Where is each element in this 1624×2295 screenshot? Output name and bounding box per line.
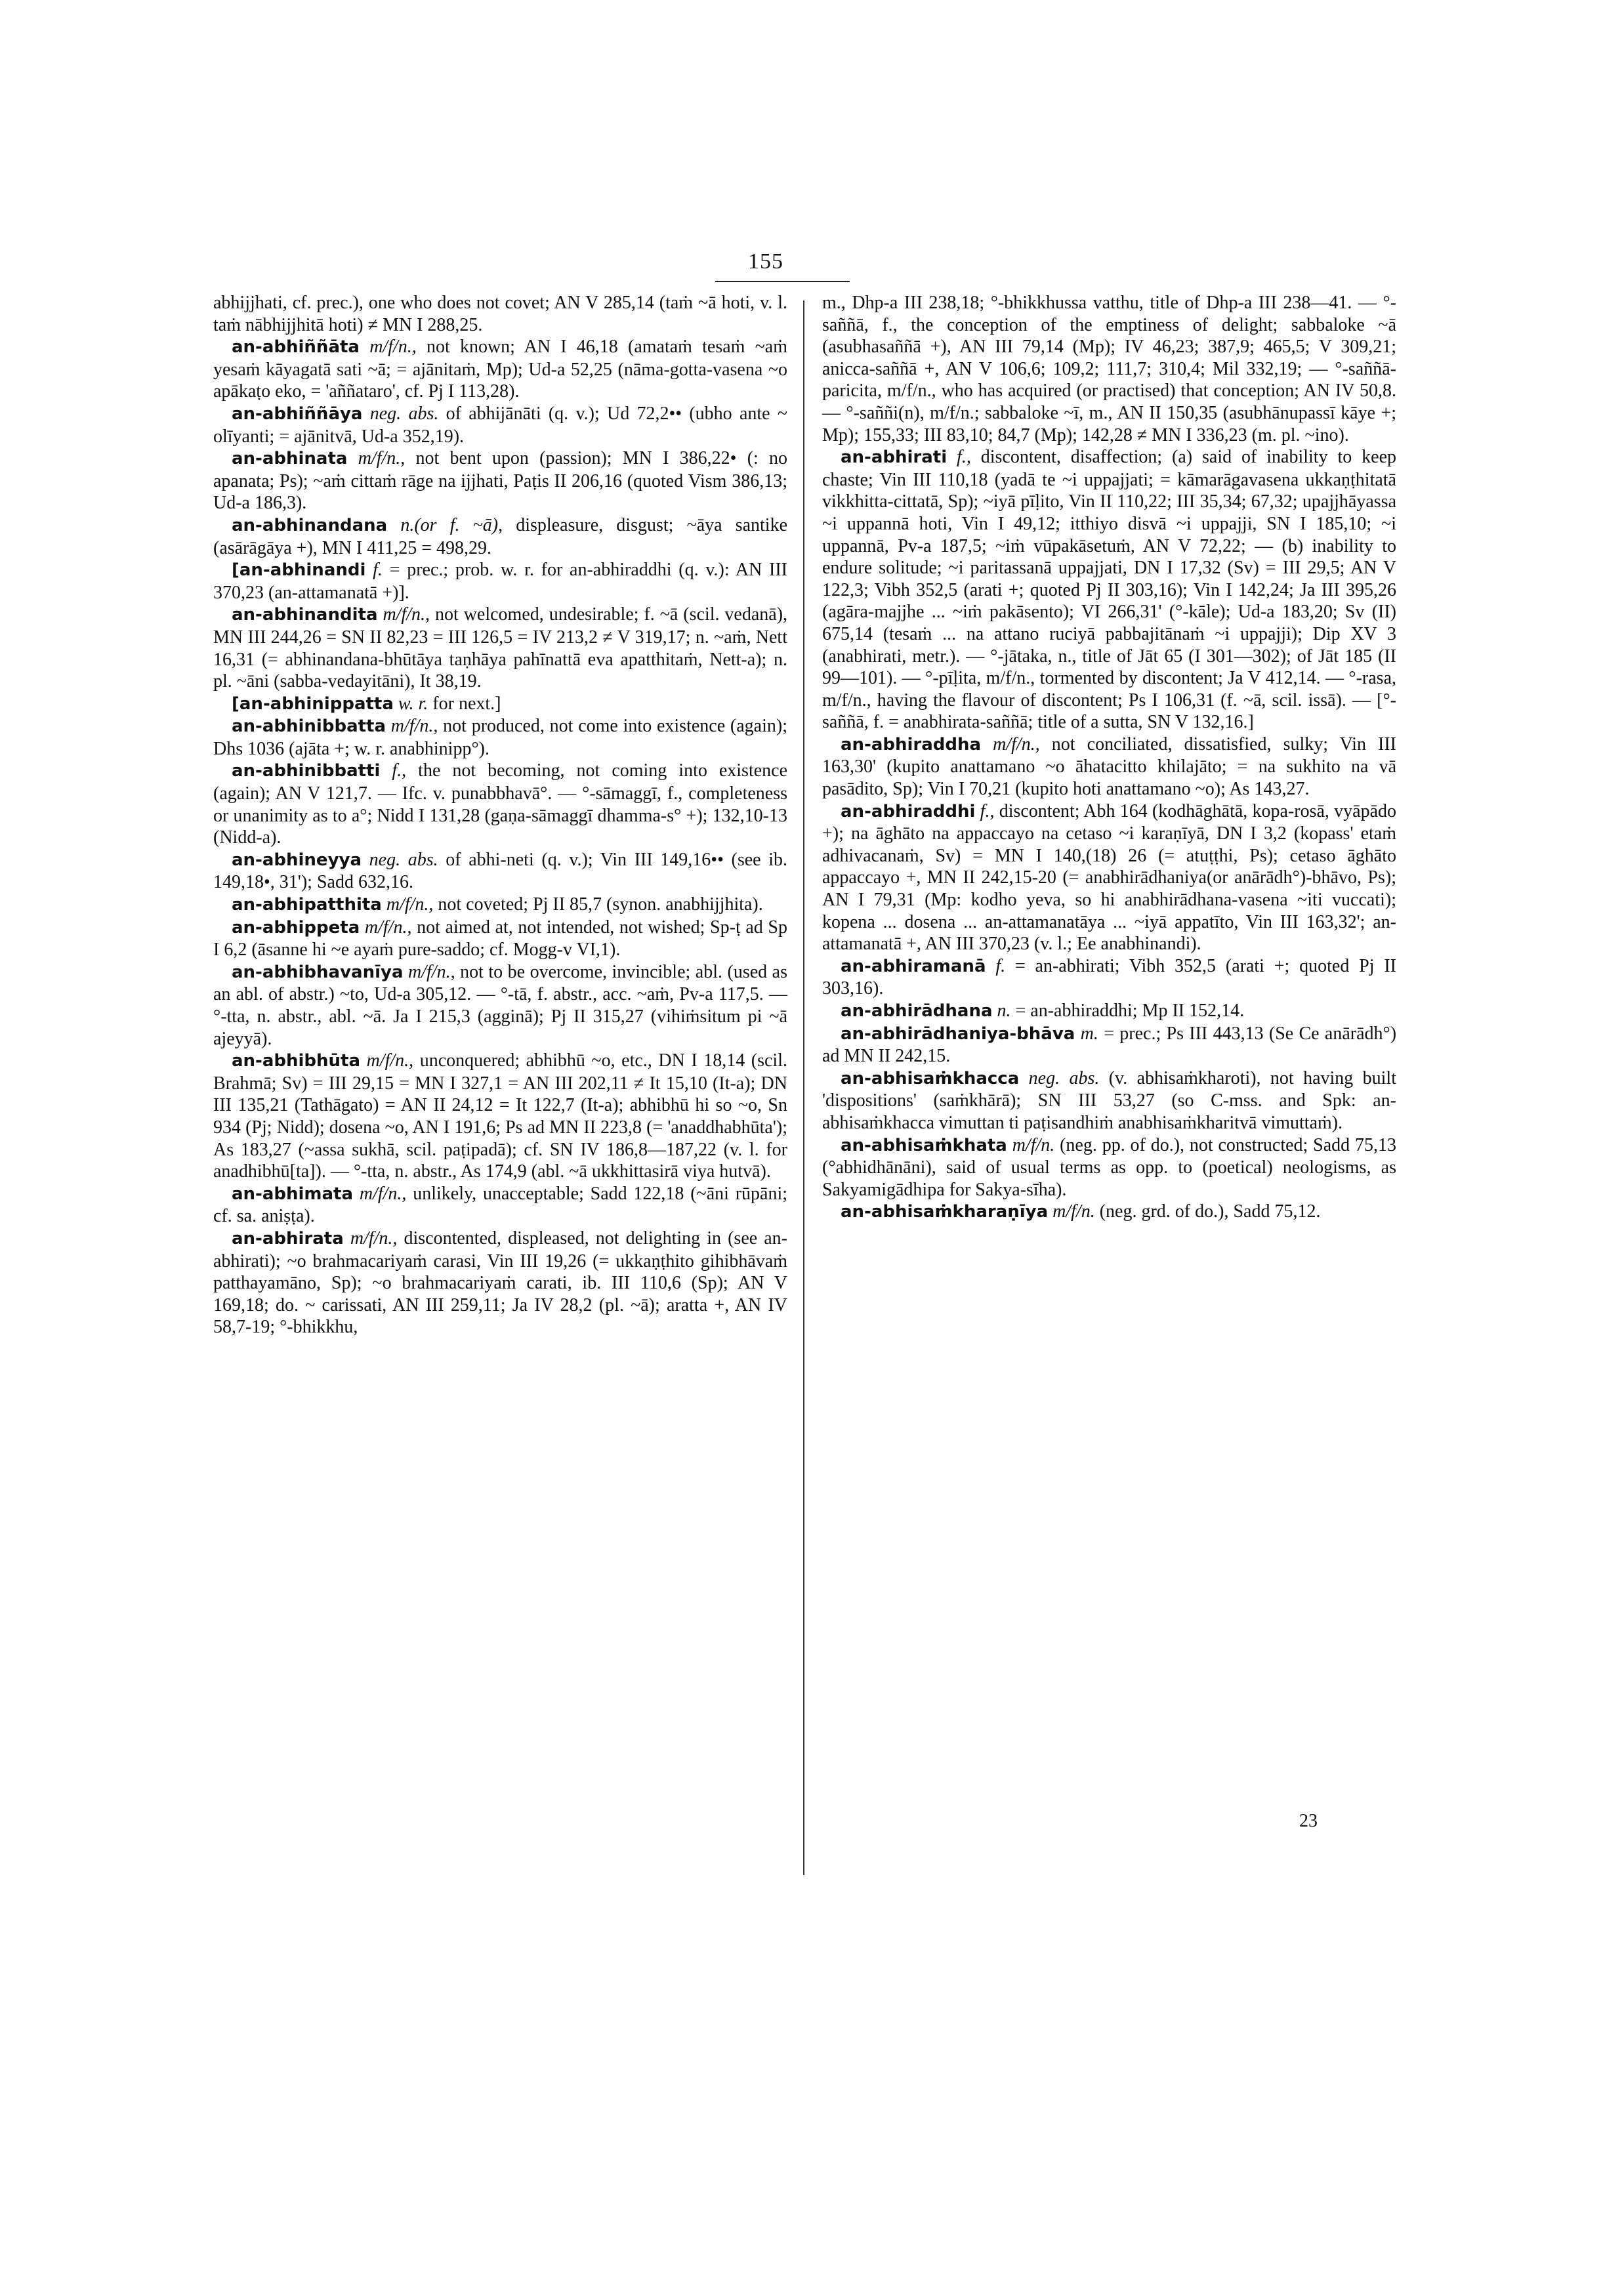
entry-headword: an-abhisaṁkhacca (841, 1068, 1020, 1088)
entry-text: unlikely, unacceptable; Sadd 122,18 (~āni rūpāni; cf. sa. aniṣṭa). (213, 1183, 788, 1227)
entry-text: (neg. grd. of do.), Sadd 75,12. (1099, 1201, 1321, 1222)
entry-text: of abhi-neti (q. v.); Vin III 149,16•• (see ib. 149,18•, 31'); Sadd 632,16. (213, 849, 788, 893)
entry-text: for next.] (432, 693, 501, 714)
entry-grammar: m/f/n., (383, 604, 430, 625)
entry-grammar: n.(or f. ~ā), (400, 514, 503, 535)
entry-grammar: w. r. (398, 693, 428, 714)
entry-headword: an-abhineyya (232, 850, 362, 870)
entry-text: discontent, disaffection; (a) said of inability to keep chaste; Vin III 110,18 (yadā te ~i uppajjati; = kāmarāgavasena ukkaṇṭhitatā vikkhitta-cittatā, Sp); ~iyā pīḷito, Vin II 110,22; III 35,34; 67,32; upajjhāyassa ~i uppannā hoti, Vin I 49,12; itthiyo disvā ~i uppajji, SN I 185,10; ~i uppannā, Pv-a 187,5; ~iṁ vūpakāsetuṁ, AN V 72,22; — (b) inability to endure solitude; ~i paritassanā uppajjati, DN I 17,32 (Sv) = III 29,5; AN V 122,3; Vibh 352,5 (arati +; quoted Pj II 303,16); Vin I 142,24; Ja III 395,26 (agāra-majjhe ... ~iṁ pakāsento); VI 266,31' (°-kāle); Ud-a 183,20; Sv (II) 675,14 (tesaṁ ... na attano ruciyā pabbajitānaṁ ~i uppajji); Dip XV 3 (anabhirati, metr.). — °-jātaka, n., title of Jāt 65 (I 301—302); of Jāt 185 (II 99—101). — °-pīḷita, m/f/n., tormented by discontent; Ja V 412,14. — °-rasa, m/f/n., having the flavour of discontent; Ps I 106,31 (f. ~ā, scil. issā). — [°-saññā, f. = anabhirata-saññā; title of a sutta, SN V 132,16.] (822, 447, 1397, 733)
entry-text: m., Dhp-a III 238,18; °-bhikkhussa vatthu, title of Dhp-a III 238—41. — °-saññā, f., the conception of the emptiness of delight; sabbaloke ~ā (asubhasaññā +), AN III 79,14 (Mp); IV 46,23; 387,9; 465,5; V 309,21; anicca-saññā +, AN V 106,6; 109,2; 111,7; 310,4; Mil 332,19; — °-saññā-paricita, m/f/n., who has acquired (or practised) that conception; AN IV 50,8. — °-saññi(n), m/f/n.; sabbaloke ~ī, m., AN II 150,35 (asubhānupassī kāye +; Mp); 155,33; III 83,10; 84,7 (Mp); 142,28 ≠ MN I 336,23 (m. pl. ~ino). (822, 293, 1396, 445)
dictionary-entry (213, 559, 787, 604)
entry-headword: an-abhipatthita (232, 895, 382, 915)
left-column (213, 292, 787, 1338)
entry-text: not coveted; Pj II 85,7 (synon. anabhijjhita). (438, 894, 763, 915)
dictionary-entry (822, 1067, 1396, 1134)
entry-grammar: f., (957, 447, 971, 468)
entry-text: unconquered; abhibhū ~o, etc., DN I 18,14 (scil. Brahmā; Sv) = III 29,15 = MN I 327,1 = AN III 202,11 ≠ It 15,10 (It-a); DN III 135,21 (Tathāgato) = AN II 24,12 = It 122,7 (It-a); abhibhū hi so ~o, Sn 934 (Pj; Nidd); dosena ~o, AN I 191,6; Ps ad MN II 223,8 (= 'anaddhabhūta'); As 183,27 (~assa sukhā, scil. paṭipadā); cf. SN IV 186,8—187,22 (v. l. for anadhibhū[ta]). — °-tta, n. abstr., As 174,9 (abl. ~ā ukkhittasirā viya hutvā). (213, 1050, 787, 1182)
entry-headword: an-abhinibbatti (232, 761, 381, 781)
dictionary-entry (822, 800, 1396, 955)
entry-text: abhijjhati, cf. prec.), one who does not covet; AN V 285,14 (taṁ ~ā hoti, v. l. taṁ nābhijjhitā hoti) ≠ MN I 288,25. (213, 293, 787, 335)
entry-grammar: m/f/n., (350, 1228, 398, 1249)
entry-headword: an-abhiraddha (841, 734, 982, 755)
dictionary-entry (213, 604, 787, 692)
entry-text: not bent upon (passion); MN I 386,22• (: no apanata; Ps); ~aṁ cittaṁ rāge na ijjhati, Paṭis II 206,16 (quoted Vism 386,13; Ud-a 186,3). (213, 448, 788, 514)
entry-text: displeasure, disgust; ~āya santike (asārāgāya +), MN I 411,25 = 498,29. (213, 514, 788, 558)
entry-headword: an-abhinata (232, 449, 348, 469)
entry-headword: an-abhirādhaniya-bhāva (841, 1023, 1075, 1044)
entry-headword: an-abhisaṁkharaṇīya (841, 1202, 1049, 1222)
dictionary-entry (213, 961, 787, 1050)
dictionary-entry (213, 1183, 787, 1228)
entry-grammar: f., (392, 760, 407, 781)
entry-headword: an-abhiññāta (232, 337, 360, 358)
entry-headword: an-abhiraddhi (841, 801, 976, 821)
dictionary-entry (213, 447, 787, 514)
entry-headword: [an-abhinippatta (232, 693, 394, 714)
dictionary-entry (822, 1201, 1396, 1224)
entry-grammar: neg. abs. (369, 403, 439, 424)
entry-text: = an-abhiraddhi; Mp II 152,14. (1015, 1001, 1245, 1021)
entry-continuation (213, 292, 787, 336)
entry-grammar: f. (995, 955, 1006, 976)
entry-text: of abhijānāti (q. v.); Ud 72,2•• (ubho ante ~ olīyanti; = ajānitvā, Ud-a 352,19). (213, 403, 787, 447)
entry-grammar: m/f/n., (358, 448, 406, 469)
dictionary-entry (213, 1228, 787, 1338)
entry-text: = prec.; Ps III 443,13 (Se Ce anārādh°) ad MN II 242,15. (822, 1023, 1397, 1067)
dictionary-entry (213, 403, 787, 447)
entry-text: (v. abhisaṁkharoti), not having built 'dispositions' (saṁkhārā); SN III 53,27 (so C-mss. and Spk: an-abhisaṁkhacca vimuttan ti paṭisandhiṁ anabhisaṁkharitvā vimuttaṁ). (822, 1067, 1396, 1133)
entry-headword: an-abhiramanā (841, 956, 986, 976)
page-number: 155 (748, 249, 783, 274)
entry-headword: an-abhinibbatta (232, 716, 386, 737)
entry-grammar: m/f/n., (386, 894, 434, 915)
entry-headword: an-abhibhavanīya (232, 962, 404, 982)
entry-grammar: m/f/n. (1012, 1134, 1055, 1155)
entry-text: discontented, displeased, not delighting in (see an-abhirati); ~o brahmacariyaṁ carasi, Vin III 19,26 (= ukkaṇṭhito gihibhāvaṁ patthayamāno, Sp); ~o brahmacariyaṁ carati, ib. III 110,6 (Sp); AN V 169,18; do. ~ carissati, AN III 259,11; Ja IV 28,2 (pl. ~ā); aratta +, AN IV 58,7-19; °-bhikkhu, (213, 1228, 788, 1338)
entry-grammar: f., (980, 800, 995, 821)
entry-grammar: m/f/n., (390, 716, 438, 737)
entry-headword: an-abhibhūta (232, 1051, 361, 1071)
entry-text: not known; AN I 46,18 (amataṁ tesaṁ ~aṁ yesaṁ kāyagatā sati ~ā; = ajānitaṁ, Mp); Ud-a 52,25 (nāma-gotta-vasena ~o apākaṭo eko, = 'aññataro', cf. Pj I 113,28). (213, 337, 788, 402)
entry-text: not aimed at, not intended, not wished; Sp-ṭ ad Sp I 6,2 (āsanne hi ~e ayaṁ pure-saddo; cf. Mogg-v VI,1). (213, 917, 788, 961)
entry-grammar: m. (1080, 1023, 1098, 1044)
dictionary-entry (213, 336, 787, 403)
dictionary-entry (822, 1000, 1396, 1023)
entry-headword: an-abhirata (232, 1228, 344, 1249)
entry-headword: an-abhisaṁkhata (841, 1135, 1007, 1155)
right-column (822, 292, 1396, 1224)
entry-grammar: m/f/n., (369, 337, 417, 358)
dictionary-entry (213, 514, 787, 559)
header-rule (715, 281, 850, 282)
entry-continuation (822, 292, 1396, 446)
entry-grammar: m/f/n., (366, 1050, 414, 1071)
dictionary-entry (822, 1134, 1396, 1201)
entry-headword: an-abhirati (841, 447, 947, 468)
entry-grammar: f. (373, 560, 383, 581)
dictionary-entry (213, 760, 787, 848)
entry-headword: [an-abhinandi (232, 560, 366, 581)
entry-headword: an-abhiññāya (232, 403, 363, 424)
entry-grammar: m/f/n., (993, 734, 1040, 755)
dictionary-entry (213, 849, 787, 894)
entry-text: (neg. pp. of do.), not constructed; Sadd 75,13 (°abhidhānāni), said of usual terms as opp. to (poetical) neologisms, as Sakyamigādhipa for Sakya-sīha). (822, 1134, 1397, 1200)
entry-grammar: neg. abs. (1028, 1067, 1100, 1088)
entry-headword: an-abhinandana (232, 515, 388, 535)
entry-text: the not becoming, not coming into existence (again); AN V 121,7. — Ifc. v. punabbhavā°. — °-sāmaggī, f., completeness or unanimity as to a°; Nidd I 131,28 (gaṇa-sāmaggī dhamma-s° +); 132,10-13 (Nidd-a). (213, 760, 788, 848)
entry-grammar: m/f/n., (408, 961, 455, 982)
entry-headword: an-abhippeta (232, 917, 360, 938)
entry-text: discontent; Abh 164 (kodhāghātā, kopa-rosā, vyāpādo +); na āghāto na appaccayo na cetaso ~i karaṇīyā, DN I 3,2 (kopass' etaṁ adhivacanaṁ, Sv) = MN I 140,(18) 26 (= atuṭṭhi, Ps); cetaso āghāto appaccayo +, MN II 242,15-20 (= anabhirādhaniya(or anārādh°)-bhāvo, Ps); AN I 79,31 (Mp: kodho yeva, so hi anabhirādhana-vasena ~iti vuccati); kopena ... dosena ... an-attamanatāya ... ~iyā appatīto, Vin III 163,32'; an-attamanatā +, AN III 370,23 (v. l.; Ee anabhinandi). (822, 800, 1397, 955)
dictionary-entry (213, 1050, 787, 1183)
entry-grammar: neg. abs. (369, 849, 438, 870)
entry-headword: an-abhimata (232, 1184, 354, 1204)
entry-text: = prec.; prob. w. r. for an-abhiraddhi (q. v.): AN III 370,23 (an-attamanatā +)]. (213, 560, 788, 603)
dictionary-entry (822, 734, 1396, 800)
dictionary-entry (213, 894, 787, 917)
entry-grammar: m/f/n., (364, 917, 412, 938)
dictionary-entry (213, 917, 787, 961)
entry-grammar: m/f/n. (1052, 1201, 1095, 1222)
entry-text: not conciliated, dissatisfied, sulky; Vin III 163,30' (kupito anattamano ~o āhatacitto khilajāto; = na sukhito na vā pasādito, Sp); Vin I 70,21 (kupito hoti anattamano ~o); As 143,27. (822, 734, 1396, 800)
entry-text: not produced, not come into existence (again); Dhs 1036 (ajāta +; w. r. anabhinipp°). (213, 716, 787, 759)
dictionary-entry (213, 693, 787, 716)
dictionary-entry (822, 1023, 1396, 1067)
entry-text: not welcomed, undesirable; f. ~ā (scil. vedanā), MN III 244,26 = SN II 82,23 = III 126,5 = IV 213,2 ≠ V 319,17; n. ~aṁ, Nett 16,31 (= abhinandana-bhūtāya taṇhāya pahīnattā eva apatthitaṁ, Nett-a); n. pl. ~āni (sabba-vedayitāni), It 38,19. (213, 604, 788, 692)
dictionary-entry (822, 955, 1396, 1000)
column-divider (803, 300, 804, 1875)
entry-text: not to be overcome, invincible; abl. (used as an abl. of abstr.) ~to, Ud-a 305,12. — °-tā, f. abstr., acc. ~aṁ, Pv-a 117,5. — °-tta, n. abstr., abl. ~ā. Ja I 215,3 (agginā); Pj II 315,27 (vihiṁsitum pi ~ā ajeyyā). (213, 961, 787, 1049)
dictionary-entry (213, 715, 787, 760)
dictionary-entry (822, 446, 1396, 734)
entry-text: = an-abhirati; Vibh 352,5 (arati +; quoted Pj II 303,16). (822, 955, 1397, 999)
sheet-signature: 23 (1299, 1811, 1318, 1831)
entry-headword: an-abhirādhana (841, 1001, 993, 1021)
entry-headword: an-abhinandita (232, 605, 378, 625)
entry-grammar: n. (997, 1001, 1011, 1021)
entry-grammar: m/f/n., (359, 1183, 407, 1204)
